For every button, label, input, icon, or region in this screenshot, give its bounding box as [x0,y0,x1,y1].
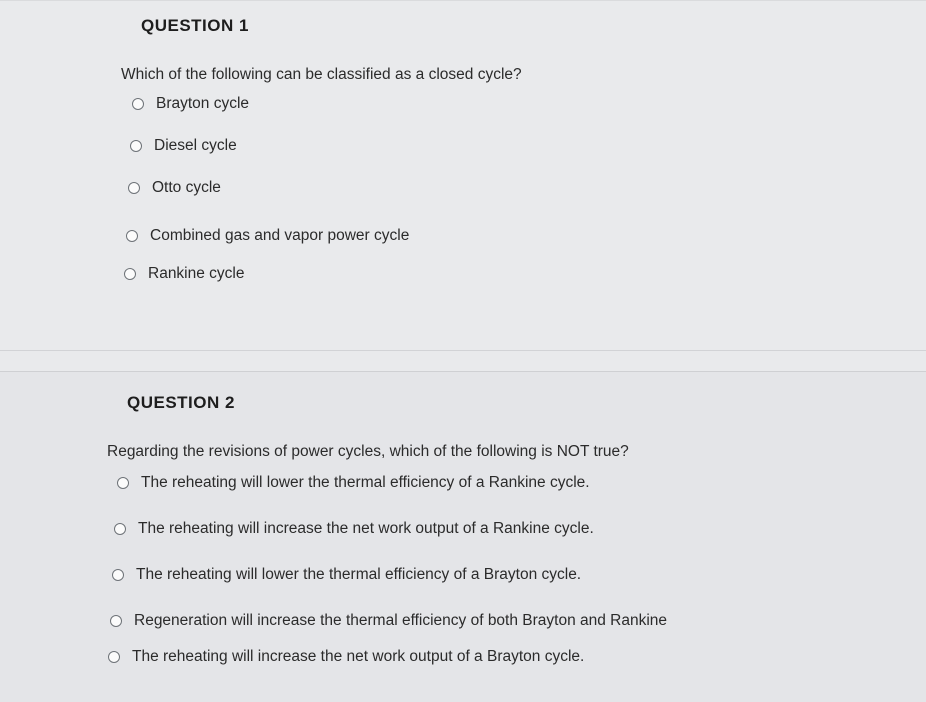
radio-button[interactable] [110,615,122,627]
option-label: The reheating will lower the thermal efficiency of a Rankine cycle. [141,474,590,491]
option-label: Rankine cycle [148,265,245,282]
radio-button[interactable] [132,98,144,110]
radio-button[interactable] [124,268,136,280]
radio-button[interactable] [126,230,138,242]
question-1-title: QUESTION 1 [141,16,249,35]
option-label: Regeneration will increase the thermal efficiency of both Brayton and Rankine [134,612,668,629]
option-label: Brayton cycle [156,95,250,112]
radio-button[interactable] [117,477,129,489]
radio-button[interactable] [114,523,126,535]
option-label: Diesel cycle [154,137,237,154]
option-label: Otto cycle [152,179,221,196]
radio-button[interactable] [112,569,124,581]
q2-option-2[interactable] [114,520,594,538]
radio-button[interactable] [108,651,120,663]
question-2-title: QUESTION 2 [127,393,235,412]
q1-option-rankine[interactable] [124,265,245,283]
q2-option-3[interactable] [112,566,581,584]
q2-option-4[interactable] [110,612,667,630]
question-2-text: Regarding the revisions of power cycles, which of the following is NOT true? [107,443,629,460]
option-label: The reheating will increase the net work output of a Brayton cycle. [132,648,585,665]
q1-option-combined[interactable] [126,227,409,245]
q2-option-1[interactable] [117,474,590,492]
radio-button[interactable] [128,182,140,194]
q1-option-brayton[interactable] [132,95,249,113]
question-1-text: Which of the following can be classified as a closed cycle? [121,66,522,83]
radio-button[interactable] [130,140,142,152]
q1-option-diesel[interactable] [130,137,237,155]
section-divider [0,350,926,351]
q2-option-5[interactable] [108,648,584,666]
question-1-panel [0,0,926,341]
q1-option-otto[interactable] [128,179,221,197]
option-label: The reheating will lower the thermal efficiency of a Brayton cycle. [136,566,582,583]
option-label: Combined gas and vapor power cycle [150,227,410,244]
option-label: The reheating will increase the net work output of a Rankine cycle. [138,520,594,537]
